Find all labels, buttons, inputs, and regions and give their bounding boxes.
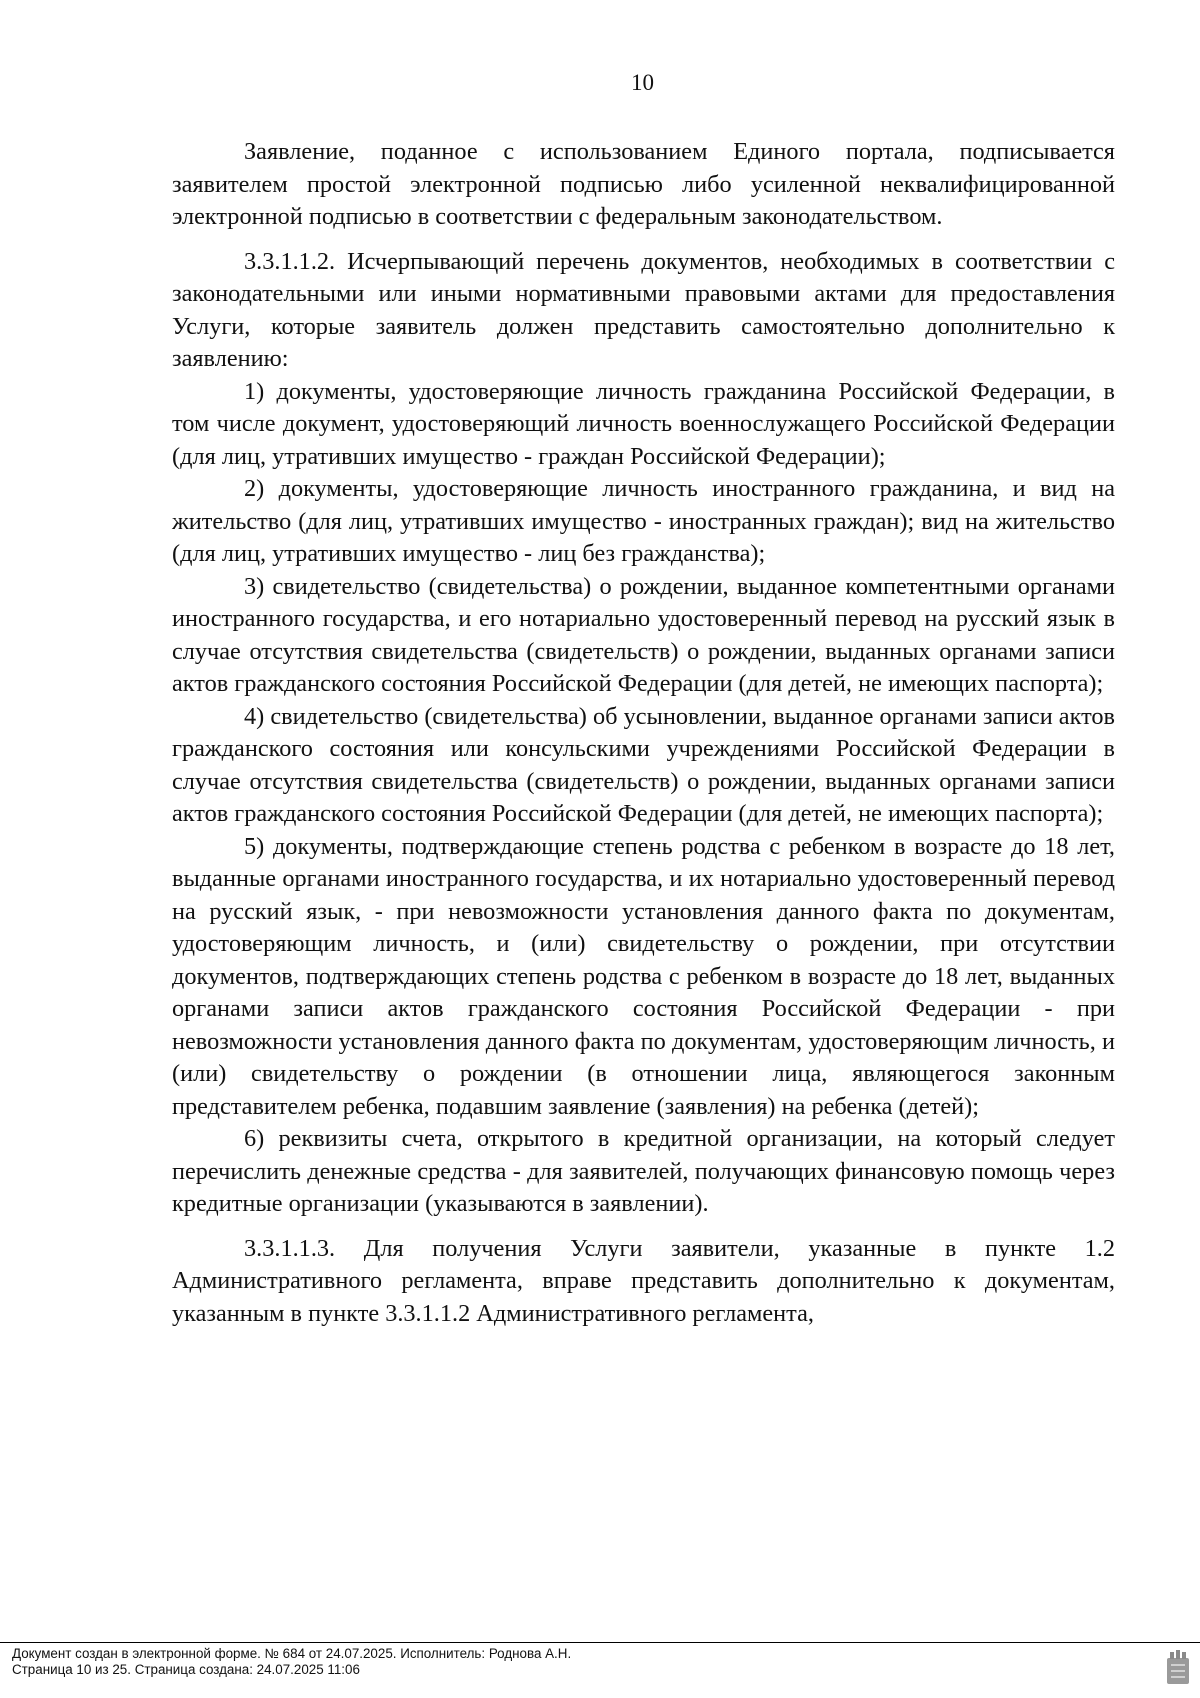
paragraph-signature: Заявление, поданное с использованием Единого портала, подписывается заявителем простой электронной подписью либо усиленной неквалифицированной электронной подписью в соответствии с федеральным законодательством. <box>172 138 1115 230</box>
document-body <box>172 136 1115 1330</box>
footer-line-document-info: Документ создан в электронной форме. № 684 от 24.07.2025. Исполнитель: Роднова А.Н. <box>12 1646 572 1661</box>
list-item-6: 6) реквизиты счета, открытого в кредитной организации, на который следует перечислить денежные средства - для заявителей, получающих финансовую помощь через кредитные организации (указываются в заявлении). <box>172 1125 1115 1217</box>
list-item-4: 4) свидетельство (свидетельства) об усыновлении, выданное органами записи актов гражданского состояния или консульскими учреждениями Российской Федерации в случае отсутствия свидетельства (свидетельств) о рождении, выданных органами записи актов гражданского состояния Российской Федерации (для детей, не имеющих паспорта); <box>172 702 1115 827</box>
footer-divider <box>0 1642 1200 1643</box>
footer-line-page-info: Страница 10 из 25. Страница создана: 24.07.2025 11:06 <box>12 1662 360 1677</box>
list-item-3: 3) свидетельство (свидетельства) о рождении, выданное компетентными органами иностранного государства, и его нотариально удостоверенный перевод на русский язык в случае отсутствия свидетельства (свидетельств) о рождении, выданных органами записи актов гражданского состояния Российской Федерации (для детей, не имеющих паспорта); <box>172 572 1115 697</box>
paragraph-3-3-1-1-3: 3.3.1.1.3. Для получения Услуги заявители, указанные в пункте 1.2 Административного регламента, вправе представить дополнительно к документам, указанным в пункте 3.3.1.1.2 Административного регламента, <box>172 1234 1115 1327</box>
page-number: 10 <box>631 70 654 95</box>
list-item-5: 5) документы, подтверждающие степень родства с ребенком в возрасте до 18 лет, выданные органами иностранного государства, и их нотариально удостоверенный перевод на русский язык, - при невозможности установления данного факта по документам, удостоверяющим личность, и (или) свидетельству о рождении, при отсутствии документов, подтверждающих степень родства с ребенком в возрасте до 18 лет, выданных органами записи актов гражданского состояния Российской Федерации - при невозможности установления данного факта по документам, удостоверяющим личность, и (или) свидетельству о рождении (в отношении лица, являющегося законным представителем ребенка, подавшим заявление (заявления) на ребенка (детей); <box>172 832 1115 1120</box>
list-item-1: 1) документы, удостоверяющие личность гражданина Российской Федерации, в том числе документ, удостоверяющий личность военнослужащего Российской Федерации (для лиц, утративших имущество - граждан Российской Федерации); <box>172 377 1115 470</box>
footer <box>12 1646 1200 1678</box>
paragraph-3-3-1-1-2: 3.3.1.1.2. Исчерпывающий перечень документов, необходимых в соответствии с законодательными или иными нормативными правовыми актами для предоставления Услуги, которые заявитель должен представить самостоятельно дополнительно к заявлению: <box>172 247 1115 372</box>
list-item-2: 2) документы, удостоверяющие личность иностранного гражданина, и вид на жительство (для лиц, утративших имущество - иностранных граждан); вид на жительство (для лиц, утративших имущество - лиц без гражданства); <box>172 475 1115 567</box>
coat-of-arms-icon <box>1164 1648 1192 1688</box>
